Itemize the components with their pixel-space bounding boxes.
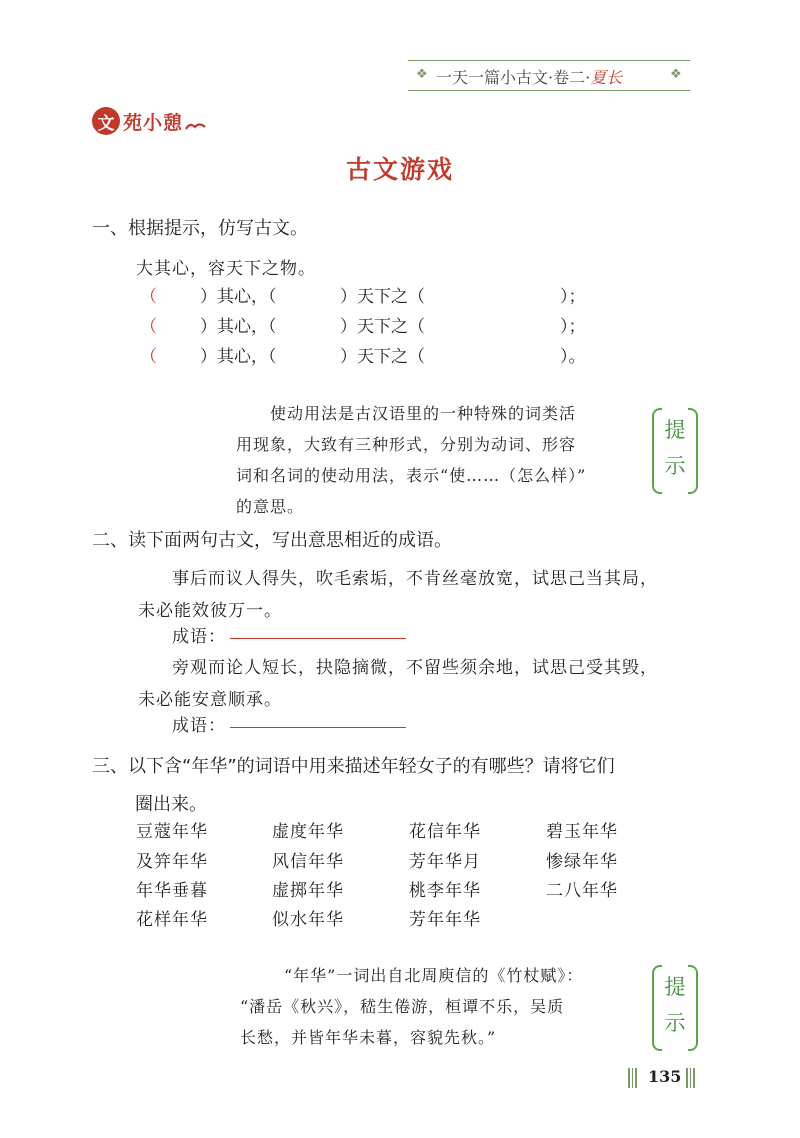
word-item[interactable]: 二八年华 [546, 881, 618, 901]
page-ornament-left-icon [628, 1068, 642, 1088]
row-text: ）其心，（ [200, 287, 277, 307]
fill-row-1 [140, 282, 600, 307]
row-text: ）天下之（ [340, 287, 425, 307]
header-rule-bottom [408, 90, 690, 91]
tip-2-label: 提 示 [652, 965, 698, 1047]
tip-line: 长愁，并皆年华未暮，容貌先秋。” [240, 1028, 497, 1047]
question-1-prompt: 一、根据提示，仿写古文。 [92, 218, 308, 239]
question-1-example: 大其心，容天下之物。 [136, 259, 316, 279]
header-title: 一天一篇小古文·卷二·夏长 [436, 68, 623, 87]
badge-circle: 文 [92, 107, 120, 135]
tip-line: 词和名词的使动用法，表示“使……（怎么样）” [236, 466, 587, 485]
badge-label: 苑小憩 [123, 111, 184, 134]
word-item[interactable]: 虚度年华 [272, 822, 344, 842]
tip-2-text [240, 960, 583, 1053]
row-end: ）。 [560, 347, 586, 367]
word-item[interactable]: 碧玉年华 [546, 822, 618, 842]
word-item[interactable]: 豆蔻年华 [136, 822, 208, 842]
row-text: ）其心，（ [200, 347, 277, 367]
ornament-icon: ❖ [670, 67, 682, 82]
running-header [408, 60, 690, 90]
cloud-swirl-icon [185, 121, 207, 131]
row-text: ）天下之（ [340, 317, 425, 337]
blank-paren[interactable]: （ [140, 317, 157, 337]
word-item[interactable]: 似水年华 [272, 910, 344, 930]
tip-line: 使动用法是古汉语里的一种特殊的词类活 [270, 404, 577, 423]
word-item[interactable]: 花信年华 [409, 822, 481, 842]
page-ornament-right-icon [686, 1068, 700, 1088]
answer-line-1[interactable] [230, 638, 406, 639]
word-item[interactable]: 及笄年华 [136, 852, 208, 872]
tip-line: 用现象，大致有三种形式，分别为动词、形容 [236, 435, 577, 454]
tip-1-text [236, 398, 586, 522]
tip-1-label: 提 示 [652, 408, 698, 490]
word-item[interactable]: 花样年华 [136, 910, 208, 930]
section-badge [92, 106, 207, 136]
question-2-sentence-1: 事后而议人得失，吹毛索垢，不肯丝毫放宽，试思己当其局， 未必能效彼万一。 [138, 569, 658, 621]
header-accent: 夏长 [590, 68, 623, 87]
page-number: 135 [648, 1067, 682, 1086]
word-item[interactable]: 桃李年华 [409, 881, 481, 901]
tip-line: “潘岳《秋兴》，嵇生倦游，桓谭不乐，吴质 [240, 997, 565, 1016]
question-3-prompt: 三、以下含“年华”的词语中用来描述年轻女子的有哪些？请将它们 圈出来。 [92, 756, 615, 815]
answer-label-2: 成语： [172, 716, 226, 736]
row-end: ）； [560, 287, 586, 307]
question-2-sentence-2: 旁观而论人短长，抉隐摘微，不留些须余地，试思己受其毁， 未必能安意顺承。 [138, 658, 658, 710]
word-item[interactable]: 风信年华 [272, 852, 344, 872]
answer-line-2[interactable] [230, 727, 406, 728]
ornament-icon: ❖ [416, 67, 428, 82]
word-item[interactable]: 年华垂暮 [136, 881, 208, 901]
tip-line: “年华”一词出自北周庾信的《竹杖赋》： [284, 966, 584, 985]
fill-row-2 [140, 312, 600, 337]
word-item[interactable]: 虚掷年华 [272, 881, 344, 901]
row-end: ）； [560, 317, 586, 337]
blank-paren[interactable]: （ [140, 347, 157, 367]
page-title: 古文游戏 [345, 155, 454, 184]
question-2-prompt: 二、读下面两句古文，写出意思相近的成语。 [92, 530, 452, 551]
word-item[interactable]: 惨绿年华 [546, 852, 618, 872]
fill-row-3 [140, 342, 600, 367]
word-item[interactable]: 芳年华月 [409, 852, 481, 872]
word-item[interactable]: 芳年年华 [409, 910, 481, 930]
answer-label-1: 成语： [172, 627, 226, 647]
row-text: ）天下之（ [340, 347, 425, 367]
blank-paren[interactable]: （ [140, 287, 157, 307]
row-text: ）其心，（ [200, 317, 277, 337]
header-rule-top [408, 60, 690, 61]
tip-line: 的意思。 [236, 497, 305, 516]
